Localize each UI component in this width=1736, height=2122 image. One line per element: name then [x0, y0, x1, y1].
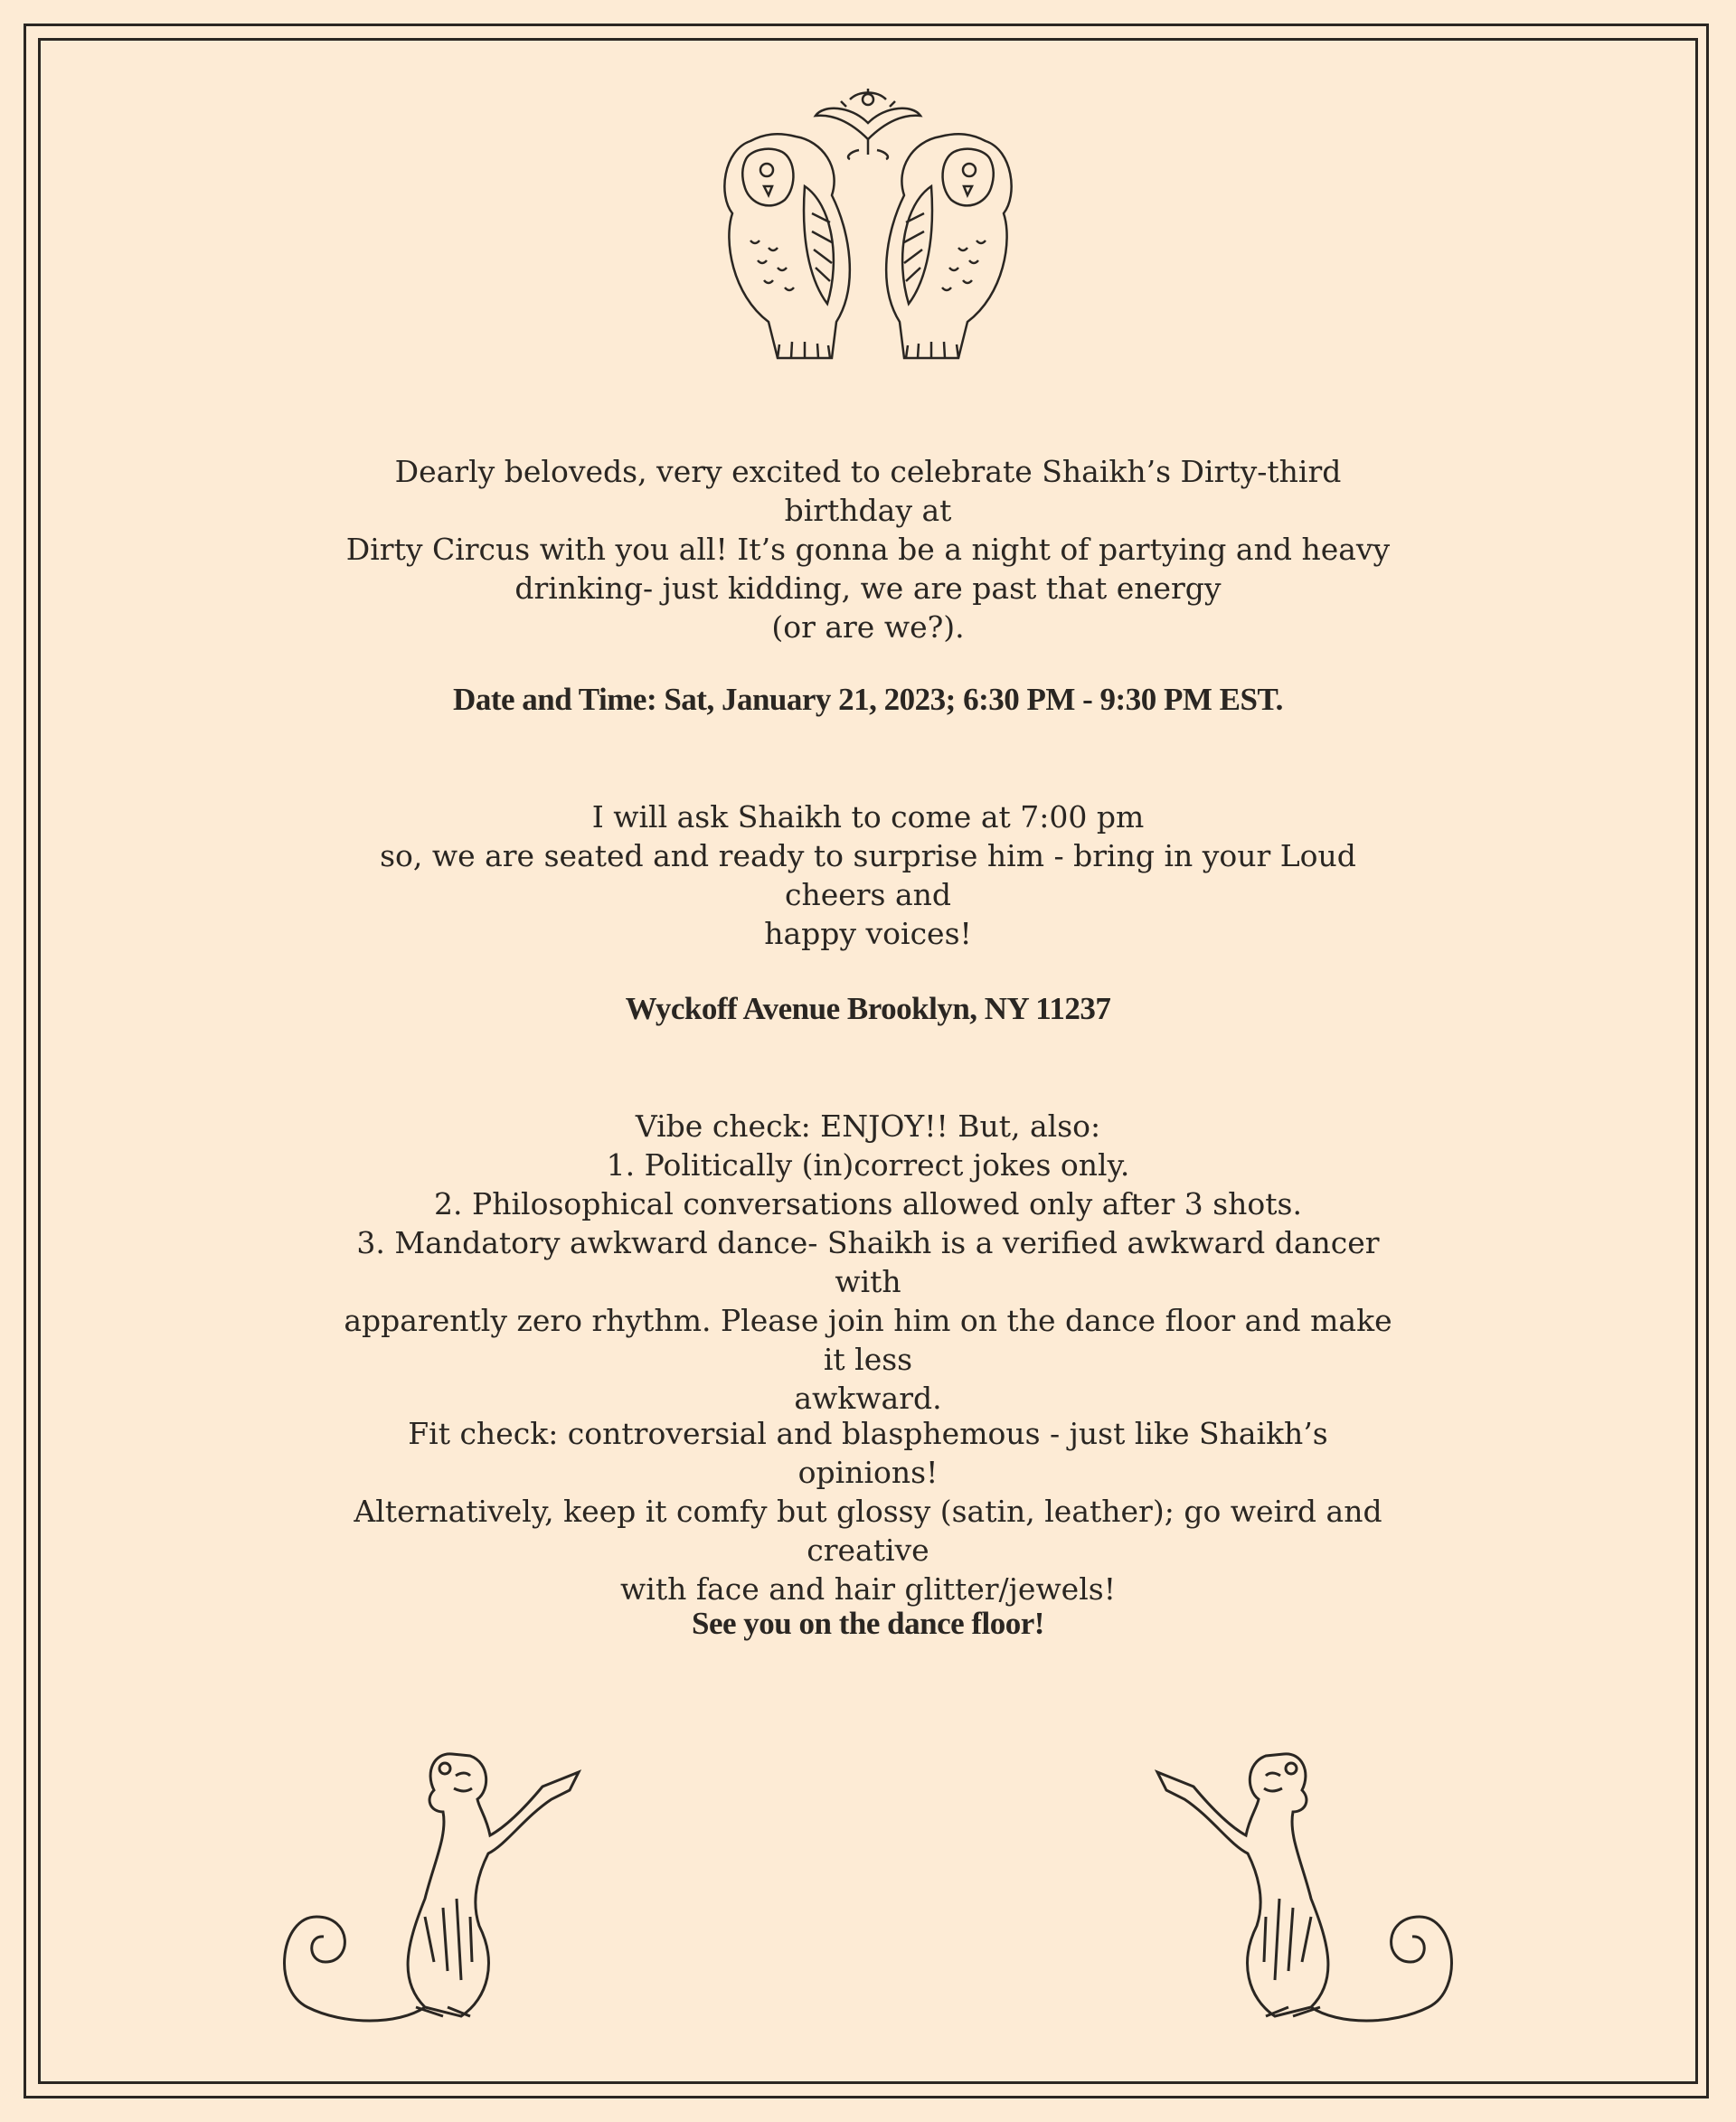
flower-icon: [816, 89, 920, 159]
monkey-right-icon: [1085, 1736, 1483, 2043]
arrival-paragraph: [335, 797, 1401, 953]
intro-line: drinking- just kidding, we are past that energy: [514, 571, 1222, 606]
date-time: Date and Time: Sat, January 21, 2023; 6:30 PM - 9:30 PM EST.: [453, 682, 1283, 717]
fit-line: Alternatively, keep it comfy but glossy (satin, leather); go weird and creative: [354, 1494, 1382, 1568]
owls-illustration: [714, 87, 1022, 385]
vibe-line: apparently zero rhythm. Please join him on the dance floor and make it less: [344, 1303, 1392, 1377]
fit-line: Fit check: controversial and blasphemous - just like Shaikh’s opinions!: [408, 1416, 1328, 1490]
intro-line: Dearly beloveds, very excited to celebrate Shaikh’s Dirty-third birthday at: [394, 454, 1342, 528]
arrival-line: I will ask Shaikh to come at 7:00 pm: [591, 799, 1145, 835]
address: Wyckoff Avenue Brooklyn, NY 11237: [625, 991, 1111, 1026]
arrival-line: happy voices!: [764, 916, 972, 951]
fit-line: with face and hair glitter/jewels!: [620, 1571, 1116, 1607]
intro-line: Dirty Circus with you all! It’s gonna be a night of partying and heavy: [345, 532, 1391, 567]
intro-paragraph: [335, 452, 1401, 646]
arrival-line: so, we are seated and ready to surprise him - bring in your Loud cheers and: [380, 838, 1356, 912]
right-owl-icon: [886, 134, 1011, 358]
vibe-line: 1. Politically (in)correct jokes only.: [606, 1147, 1130, 1183]
vibe-line: Vibe check: ENJOY!! But, also:: [635, 1108, 1101, 1144]
vibe-line: awkward.: [794, 1381, 942, 1416]
vibe-check: [335, 1107, 1401, 1418]
monkey-left-icon: [253, 1736, 651, 2043]
fit-check: [335, 1414, 1401, 1608]
vibe-line: 3. Mandatory awkward dance- Shaikh is a verified awkward dancer with: [356, 1225, 1380, 1299]
vibe-line: 2. Philosophical conversations allowed only after 3 shots.: [434, 1186, 1302, 1221]
intro-line: (or are we?).: [771, 609, 965, 645]
left-owl-icon: [724, 134, 849, 358]
closing-line: See you on the dance floor!: [692, 1606, 1044, 1641]
